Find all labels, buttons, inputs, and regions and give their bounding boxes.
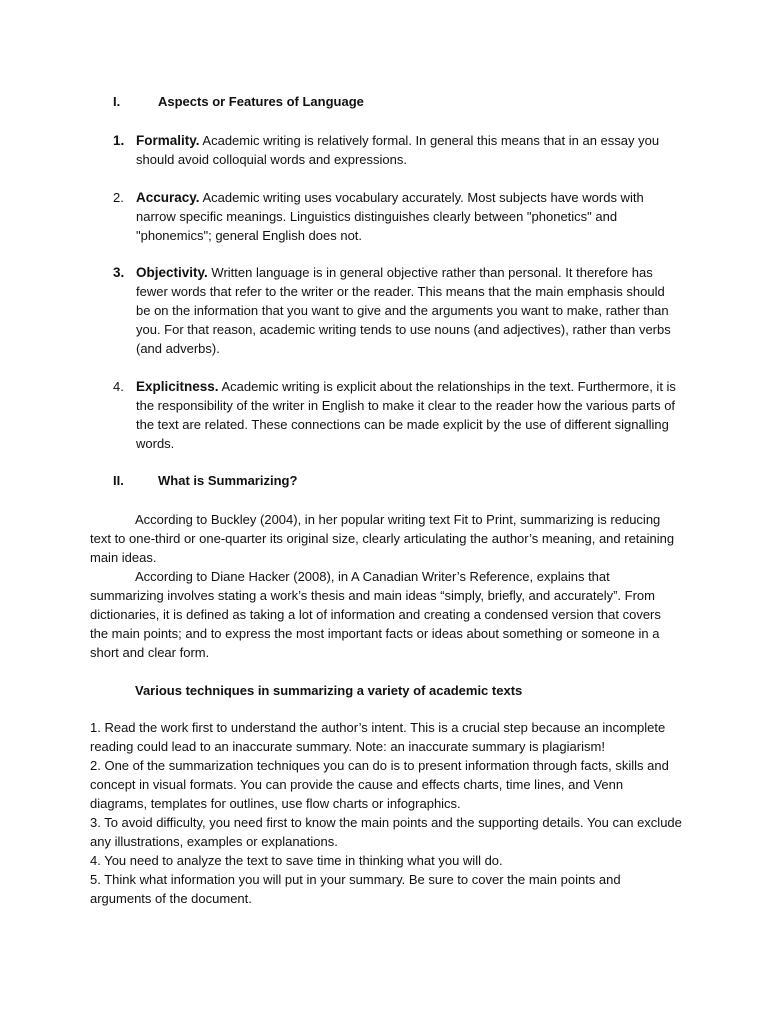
list-item-accuracy xyxy=(136,188,681,245)
item-3-number: 3. xyxy=(113,265,125,280)
list-item-objectivity xyxy=(136,263,681,358)
technique-item-1: 1. Read the work first to understand the author’s intent. This is a crucial step because an incomplete reading could lead to an inaccurate summary. Note: an inaccurate summary is plagiarism! xyxy=(90,720,666,754)
techniques-title: Various techniques in summarizing a variety of academic texts xyxy=(135,683,523,698)
item-4-text: Academic writing is explicit about the relationships in the text. Furthermore, it is the responsibility of the writer in English to make it clear to the reader how the various parts of the text are related. These connections can be made explicit by the use of different signalling words. xyxy=(136,379,676,451)
item-2-term: Accuracy. xyxy=(136,190,200,205)
item-2-text: Academic writing uses vocabulary accurately. Most subjects have words with narrow specific meanings. Linguistics distinguishes clearly between "phonetics" and "phonemics"; general English does not. xyxy=(136,190,644,243)
summarizing-paragraph-1: According to Buckley (2004), in her popular writing text Fit to Print, summarizing is reducing text to one-third or one-quarter its original size, clearly articulating the author’s meaning, and retaining main ideas. xyxy=(90,512,675,565)
technique-item-3: 3. To avoid difficulty, you need first to know the main points and the supporting details. You can exclude any illustrations, examples or explanations. xyxy=(90,815,682,849)
list-item-formality xyxy=(136,131,681,169)
list-item-explicitness xyxy=(136,377,681,453)
section-1-numeral: I. xyxy=(113,94,121,109)
section-2-numeral: II. xyxy=(113,473,124,488)
technique-item-5: 5. Think what information you will put in your summary. Be sure to cover the main points and arguments of the document. xyxy=(90,872,621,906)
section-2-title: What is Summarizing? xyxy=(158,473,298,488)
item-1-text: Academic writing is relatively formal. In general this means that in an essay you should avoid colloquial words and expressions. xyxy=(136,133,660,167)
technique-item-4: 4. You need to analyze the text to save time in thinking what you will do. xyxy=(90,853,503,868)
technique-item-2: 2. One of the summarization techniques you can do is to present information through facts, skills and concept in visual formats. You can provide the cause and effects charts, time lines, and Venn diagrams, templates for outlines, use flow charts or infographics. xyxy=(90,758,669,811)
item-1-term: Formality. xyxy=(136,133,200,148)
section-1-title: Aspects or Features of Language xyxy=(158,94,364,109)
item-3-text: Written language is in general objective rather than personal. It therefore has fewer words that refer to the writer or the reader. This means that the main emphasis should be on the information that you want to give and the arguments you want to make, rather than you. For that reason, academic writing tends to use nouns (and adjectives), rather than verbs (and adverbs). xyxy=(136,265,671,356)
item-4-term: Explicitness. xyxy=(136,379,219,394)
item-3-term: Objectivity. xyxy=(136,265,208,280)
item-4-number: 4. xyxy=(113,379,124,394)
summarizing-paragraph-2: According to Diane Hacker (2008), in A Canadian Writer’s Reference, explains that summarizing involves stating a work’s thesis and main ideas “simply, briefly, and accurately”. From dictionaries, it is defined as taking a lot of information and creating a condensed version that covers the main points; and to express the most important facts or ideas about something or someone in a short and clear form. xyxy=(90,569,661,660)
item-2-number: 2. xyxy=(113,190,124,205)
techniques-list xyxy=(90,718,682,908)
item-1-number: 1. xyxy=(113,133,125,148)
